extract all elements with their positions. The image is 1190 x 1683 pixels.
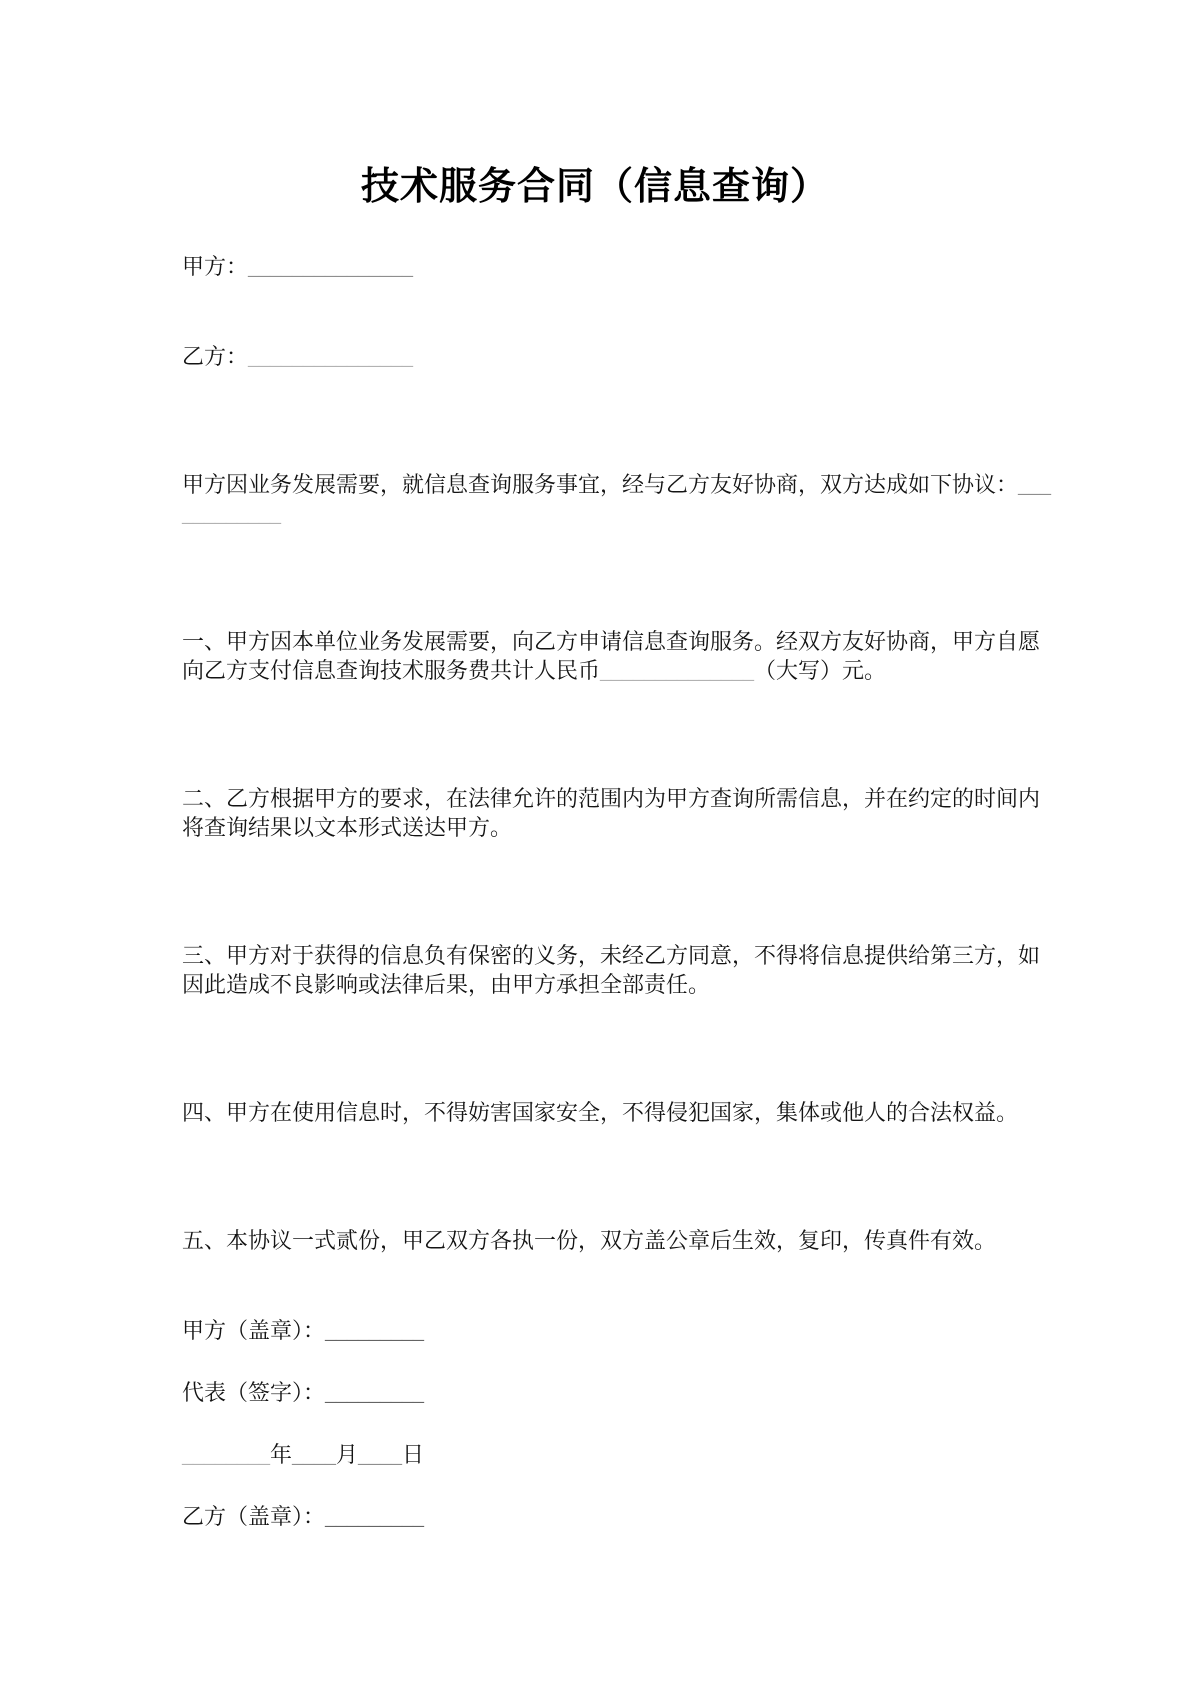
party-a-label: 甲方：	[182, 254, 249, 279]
clause-2-line-2: 将查询结果以文本形式送达甲方。	[182, 815, 513, 840]
clause-4-paragraph	[182, 1098, 1022, 1127]
clause-1-line-2-suffix: （大写）元。	[754, 658, 887, 683]
intro-paragraph	[182, 470, 1052, 528]
signature-representative-line	[182, 1378, 1022, 1407]
date-year-blank-field[interactable]: ________	[182, 1442, 270, 1467]
date-year-label: 年	[270, 1442, 293, 1467]
party-a-blank-field[interactable]: _______________	[248, 254, 414, 279]
clause-1-line-2-text: 向乙方支付信息查询技术服务费共计人民币	[182, 658, 601, 683]
representative-label: 代表（签字）：	[182, 1380, 326, 1405]
date-month-label: 月	[336, 1442, 359, 1467]
signature-party-b-seal-line	[182, 1502, 1022, 1531]
date-month-blank-field[interactable]: ____	[292, 1442, 337, 1467]
intro-text: 甲方因业务发展需要，就信息查询服务事宜，经与乙方友好协商，双方达成如下协议：	[182, 472, 1019, 497]
clause-3-line-2: 因此造成不良影响或法律后果，由甲方承担全部责任。	[182, 972, 711, 997]
signature-party-a-seal-line	[182, 1316, 1022, 1345]
party-b-blank-field[interactable]: _______________	[248, 344, 414, 369]
clause-3-paragraph	[182, 941, 1041, 999]
date-day-blank-field[interactable]: ____	[358, 1442, 403, 1467]
clause-5-paragraph	[182, 1226, 1022, 1255]
clause-1-paragraph	[182, 627, 1041, 685]
party-a-seal-blank-field[interactable]: _________	[325, 1318, 425, 1343]
representative-blank-field[interactable]: _________	[325, 1380, 425, 1405]
amount-blank-field[interactable]: ______________	[600, 658, 755, 683]
intro-blank-field-start[interactable]: ___	[1018, 472, 1052, 497]
clause-5-line-1: 五、本协议一式贰份，甲乙双方各执一份，双方盖公章后生效，复印，传真件有效。	[182, 1228, 997, 1253]
party-a-seal-label: 甲方（盖章）：	[182, 1318, 326, 1343]
party-b-line	[182, 342, 1022, 371]
document-title: 技术服务合同（信息查询）	[360, 166, 829, 208]
clause-2-line-1: 二、乙方根据甲方的要求，在法律允许的范围内为甲方查询所需信息，并在约定的时间内	[182, 786, 1041, 811]
clause-3-line-1: 三、甲方对于获得的信息负有保密的义务，未经乙方同意，不得将信息提供给第三方，如	[182, 943, 1041, 968]
party-b-label: 乙方：	[182, 344, 249, 369]
clause-2-paragraph	[182, 784, 1041, 842]
party-a-line	[182, 252, 1022, 281]
date-day-label: 日	[402, 1442, 425, 1467]
party-b-seal-blank-field[interactable]: _________	[325, 1504, 425, 1529]
signature-date-line	[182, 1440, 1022, 1469]
party-b-seal-label: 乙方（盖章）：	[182, 1504, 326, 1529]
clause-4-line-1: 四、甲方在使用信息时，不得妨害国家安全，不得侵犯国家，集体或他人的合法权益。	[182, 1100, 1019, 1125]
clause-1-line-1: 一、甲方因本单位业务发展需要，向乙方申请信息查询服务。经双方友好协商，甲方自愿	[182, 629, 1041, 654]
intro-blank-field-continued[interactable]: _________	[182, 501, 281, 526]
